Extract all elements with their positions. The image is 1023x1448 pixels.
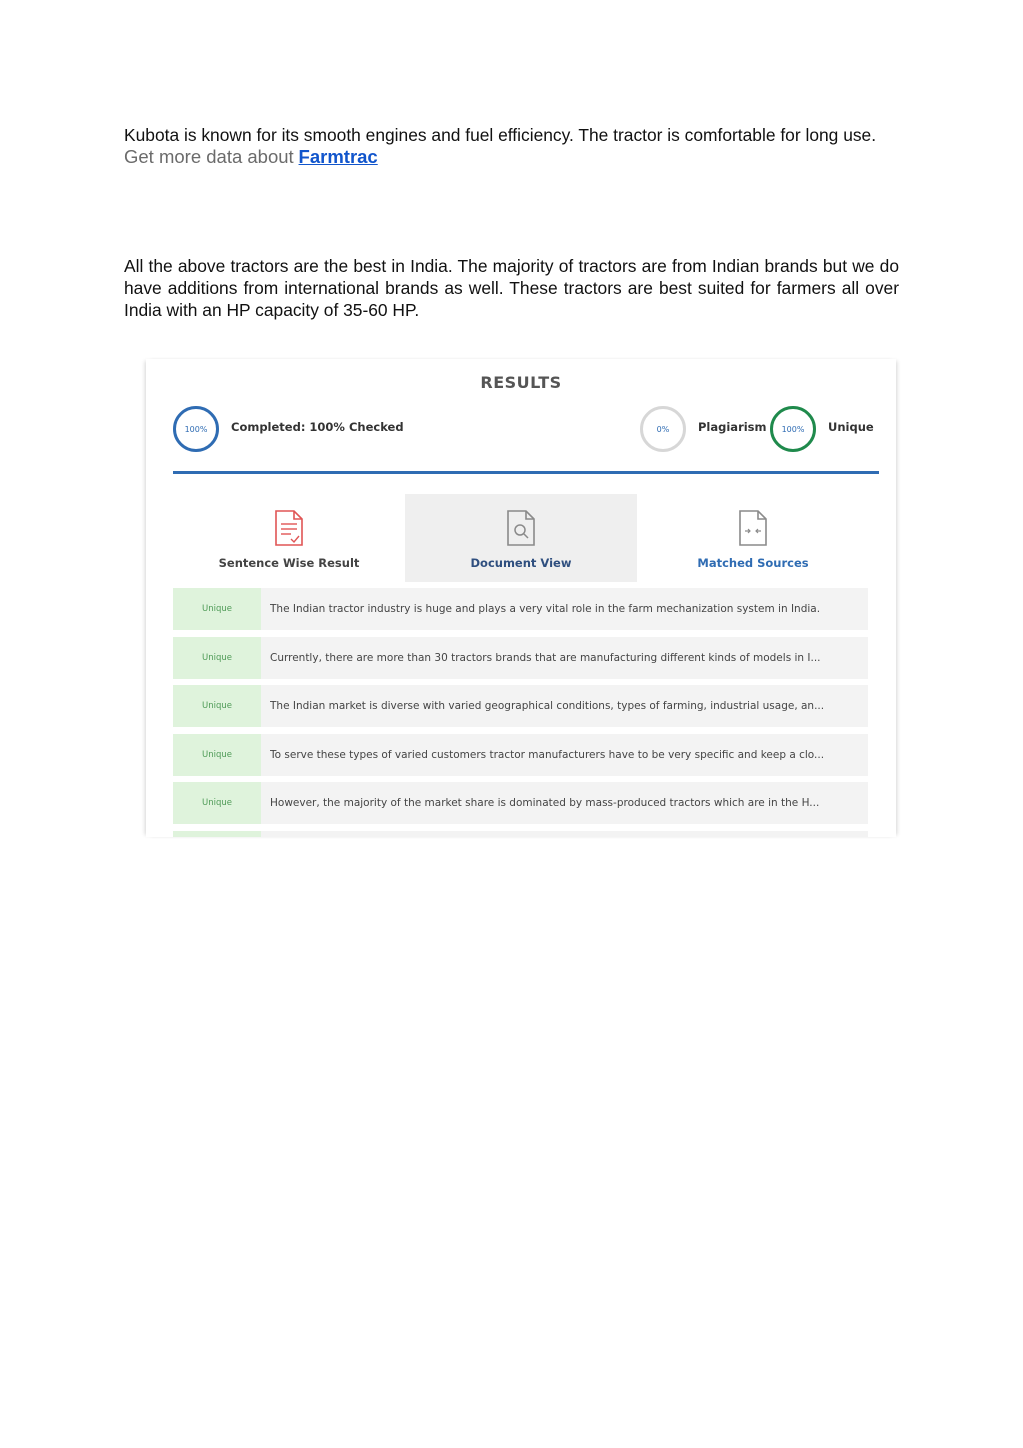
tab-label-document-view: Document View: [470, 556, 572, 570]
table-row[interactable]: [173, 782, 868, 824]
summary-paragraph: All the above tractors are the best in India. The majority of tractors are from Indian brands but we do have additions from international brands as well. These tractors are best suited for farmers all over India with an HP capacity of 35-60 HP.: [124, 256, 899, 320]
tab-label-matched-sources: Matched Sources: [697, 556, 809, 570]
sentence-text: Currently, there are more than 30 tractors brands that are manufacturing different kinds of models in I...: [270, 652, 821, 664]
table-row[interactable]: [173, 588, 868, 630]
status-badge: Unique: [173, 734, 261, 776]
results-divider: [173, 471, 879, 474]
sentence-text: The Indian market is diverse with varied geographical conditions, types of farming, industrial usage, an...: [270, 700, 825, 712]
table-row-partial: [173, 831, 868, 837]
tab-matched-sources[interactable]: [637, 494, 869, 582]
unique-label: Unique: [828, 420, 874, 434]
status-badge: Unique: [173, 685, 261, 727]
plagiarism-ring: 0%: [640, 406, 686, 452]
table-row[interactable]: [173, 637, 868, 679]
document-check-icon: [274, 510, 304, 546]
status-badge: Unique: [173, 782, 261, 824]
sentence-text: The Indian tractor industry is huge and plays a very vital role in the farm mechanization system in India.: [270, 603, 821, 615]
sentence-text: To serve these types of varied customers tractor manufacturers have to be very specific and keep a clo...: [270, 749, 825, 761]
more-data-text: Get more data about: [124, 146, 294, 167]
kubota-text: Kubota is known for its smooth engines and fuel efficiency. The tractor is comfortable for long use.: [124, 125, 877, 145]
farmtrac-link[interactable]: Farmtrac: [298, 146, 378, 167]
sentence-text: However, the majority of the market share is dominated by mass-produced tractors which are in the H...: [270, 797, 820, 809]
table-row[interactable]: [173, 734, 868, 776]
plagiarism-results-screenshot: [146, 359, 896, 837]
document-compare-icon: [738, 510, 768, 546]
status-badge: Unique: [173, 637, 261, 679]
unique-ring: 100%: [770, 406, 816, 452]
completed-label: Completed: 100% Checked: [231, 420, 404, 434]
table-row[interactable]: [173, 685, 868, 727]
status-badge: Unique: [173, 588, 261, 630]
results-title: RESULTS: [480, 373, 562, 392]
status-badge-partial: [173, 831, 261, 837]
tab-document-view[interactable]: [405, 494, 637, 582]
tab-label-sentence-wise: Sentence Wise Result: [218, 556, 360, 570]
kubota-paragraph: [124, 124, 899, 168]
plagiarism-label: Plagiarism: [698, 420, 767, 434]
document-search-icon: [506, 510, 536, 546]
completed-ring: 100%: [173, 406, 219, 452]
tab-sentence-wise-result[interactable]: [173, 494, 405, 582]
